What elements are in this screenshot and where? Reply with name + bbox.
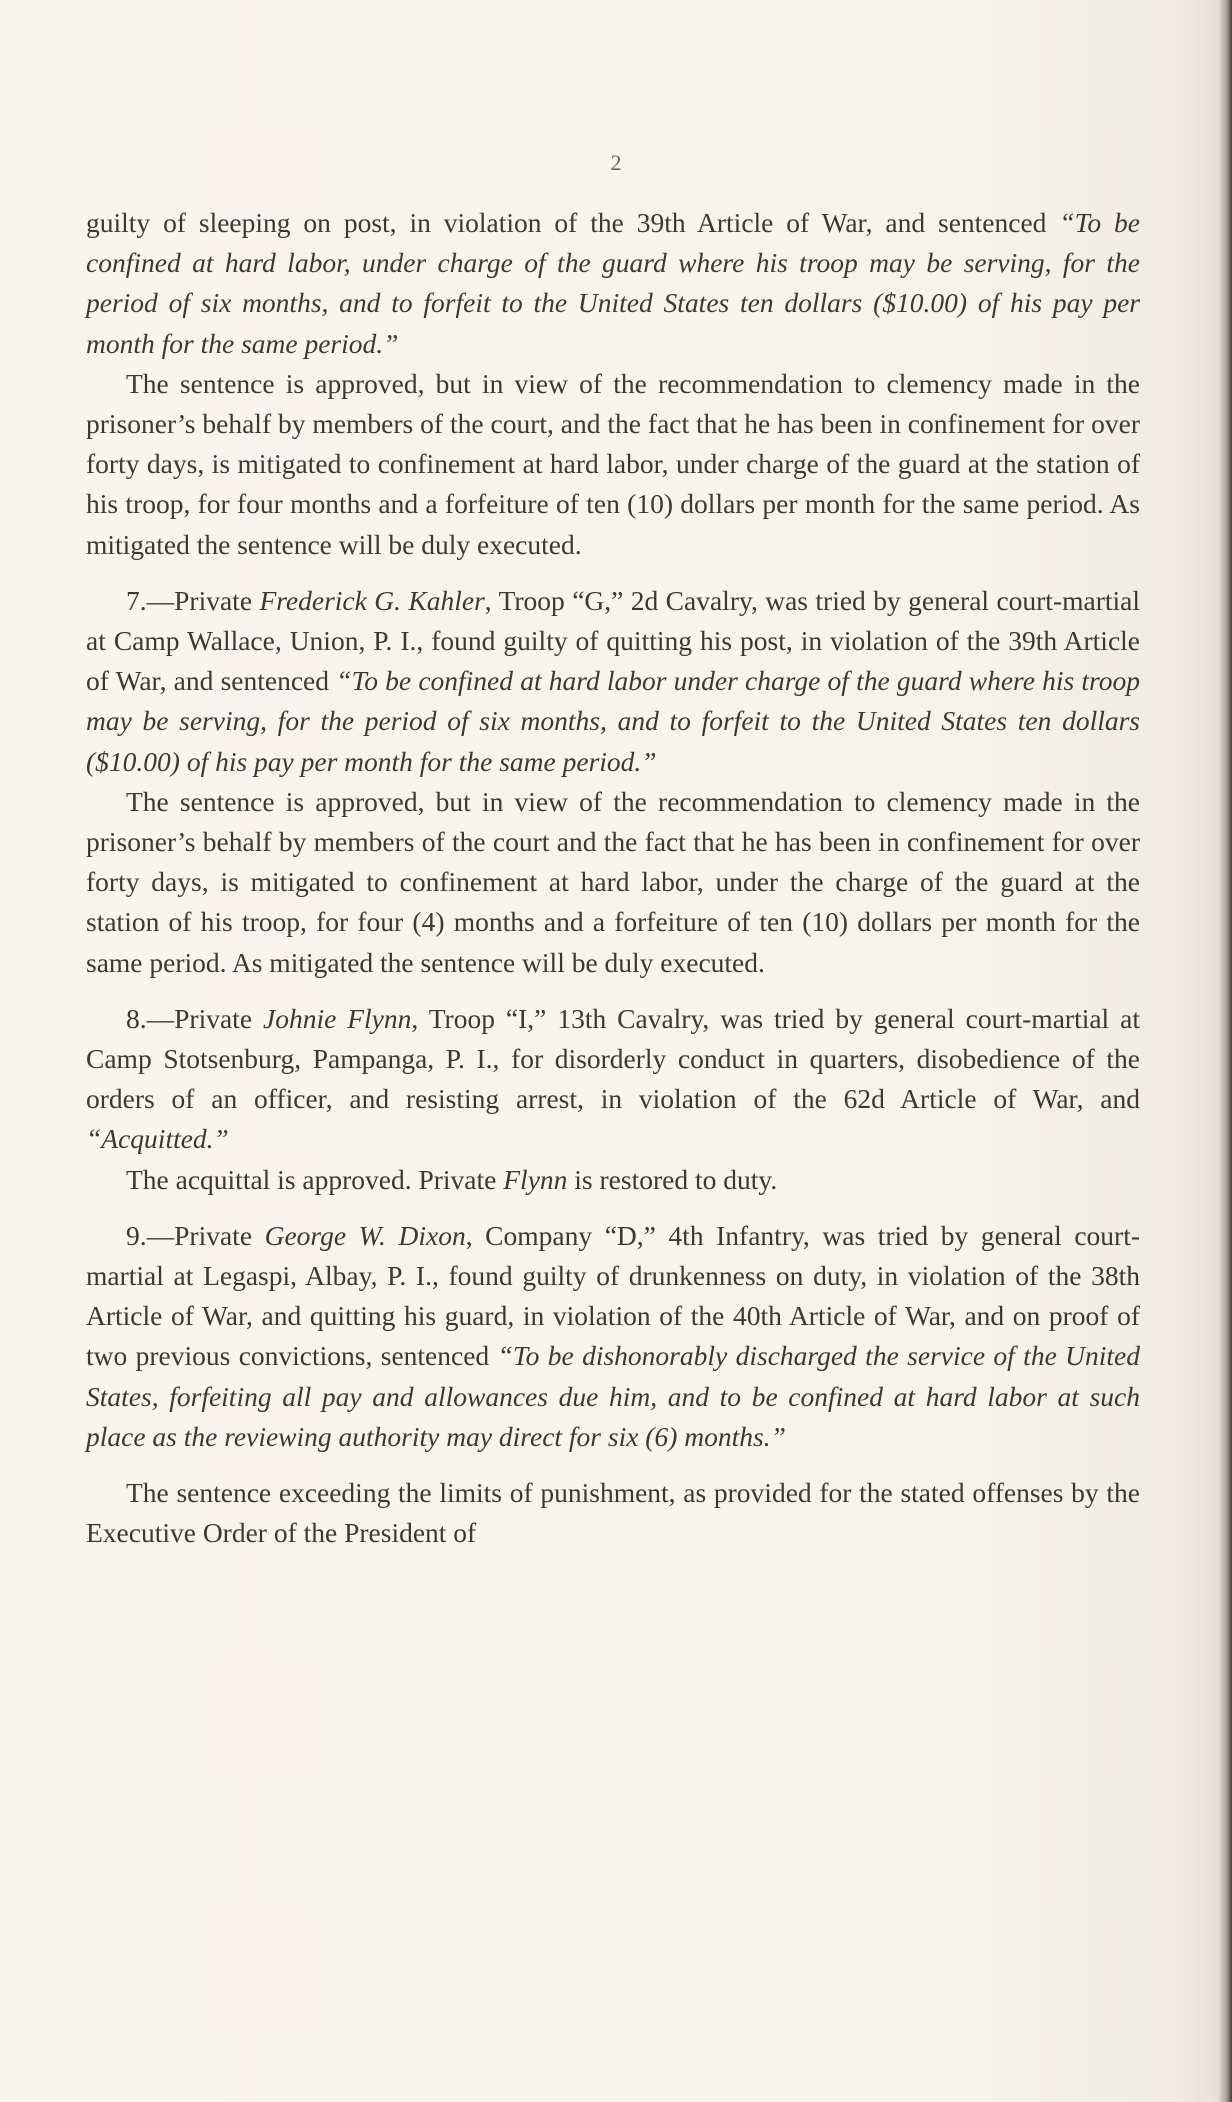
page-number: 2 bbox=[610, 150, 622, 175]
soldier-name: Frederick G. Kahler bbox=[259, 584, 485, 616]
paragraph-text: 7.—Private bbox=[126, 584, 260, 616]
sentence-quote: “Acquitted.” bbox=[86, 1123, 229, 1155]
page-edge-shadow bbox=[1218, 0, 1232, 2102]
paragraph-text: , Company “D,” 4th Infantry, was tried by general court-martial at Legaspi, Albay, P. I., found guilty of drunkenness on duty, in violation of the 38th Article of War, and quitting his guard, in violation of the 40th Article of War, and on proof of two previous convictions, sentenced bbox=[86, 1219, 1140, 1372]
paragraph-text: is restored to duty. bbox=[567, 1163, 778, 1195]
paragraph-text: The sentence is approved, but in view of the recommendation to clemency made in the prisoner’s behalf by members of the court, and the fact that he has been in confinement for over forty days, is mitigated to confinement at hard labor, under charge of the guard at the station of his troop, for four months and a forfeiture of ten (10) dollars per month for the same period. As mitigated the sentence will be duly executed. bbox=[86, 367, 1140, 560]
paragraph-text: 9.—Private bbox=[126, 1219, 265, 1251]
sentence-quote: “To be confined at hard labor, under charge of the guard where his troop may be serving, for the period of six months, and to forfeit to the United States ten dollars ($10.00) of his pay per month for the same period.” bbox=[86, 207, 1141, 359]
paragraph-text: guilty of sleeping on post, in violation of the 39th Article of War, and sentenced bbox=[86, 207, 1060, 238]
paragraph-text: The acquittal is approved. Private bbox=[126, 1163, 504, 1195]
paragraph-text: , Troop “G,” 2d Cavalry, was tried by general court-martial at Camp Wallace, Union, P. I., found guilty of quitting his post, in violation of the 39th Article of War, and sentenced bbox=[86, 584, 1140, 697]
paragraph-text: , Troop “I,” 13th Cavalry, was tried by general court-martial at Camp Stotsenburg, Pampanga, P. I., for disorderly conduct in quarters, disobedience of the orders of an officer, and resisting arrest, in violation of the 62d Article of War, and bbox=[86, 1002, 1140, 1115]
paragraph-case-9 bbox=[86, 1216, 1140, 1457]
paragraph-sentence-continuation bbox=[86, 203, 1140, 364]
sentence-quote: “To be confined at hard labor under charge of the guard where his troop may be serving, for the period of six months, and to forfeit to the United States ten dollars ($10.00) of his pay per month for the same period.” bbox=[86, 665, 1140, 777]
paragraph-review bbox=[86, 364, 1140, 565]
paragraph-text: The sentence exceeding the limits of punishment, as provided for the stated offenses by the Executive Order of the President of bbox=[86, 1477, 1140, 1549]
body-text bbox=[86, 203, 1140, 1554]
paragraph-case-7 bbox=[86, 581, 1140, 782]
soldier-name: George W. Dixon bbox=[264, 1219, 466, 1251]
paragraph-case-8 bbox=[86, 999, 1140, 1160]
paragraph-review bbox=[86, 1160, 1140, 1200]
paragraph-review bbox=[86, 1473, 1140, 1553]
paragraph-text: The sentence is approved, but in view of the recommendation to clemency made in the prisoner’s behalf by members of the court and the fact that he has been in confinement for over forty days, is mitigated to confinement at hard labor, under the charge of the guard at the station of his troop, for four (4) months and a forfeiture of ten (10) dollars per month for the same period. As mitigated the sentence will be duly executed. bbox=[86, 785, 1140, 978]
soldier-name: Flynn bbox=[503, 1163, 568, 1195]
soldier-name: Johnie Flynn bbox=[262, 1002, 412, 1034]
paragraph-review bbox=[86, 782, 1140, 983]
paragraph-text: 8.—Private bbox=[126, 1002, 263, 1034]
sentence-quote: “To be dishonorably discharged the service of the United States, forfeiting all pay and allowances due him, and to be confined at hard labor at such place as the reviewing authority may direct for six (6) months.” bbox=[86, 1340, 1140, 1452]
